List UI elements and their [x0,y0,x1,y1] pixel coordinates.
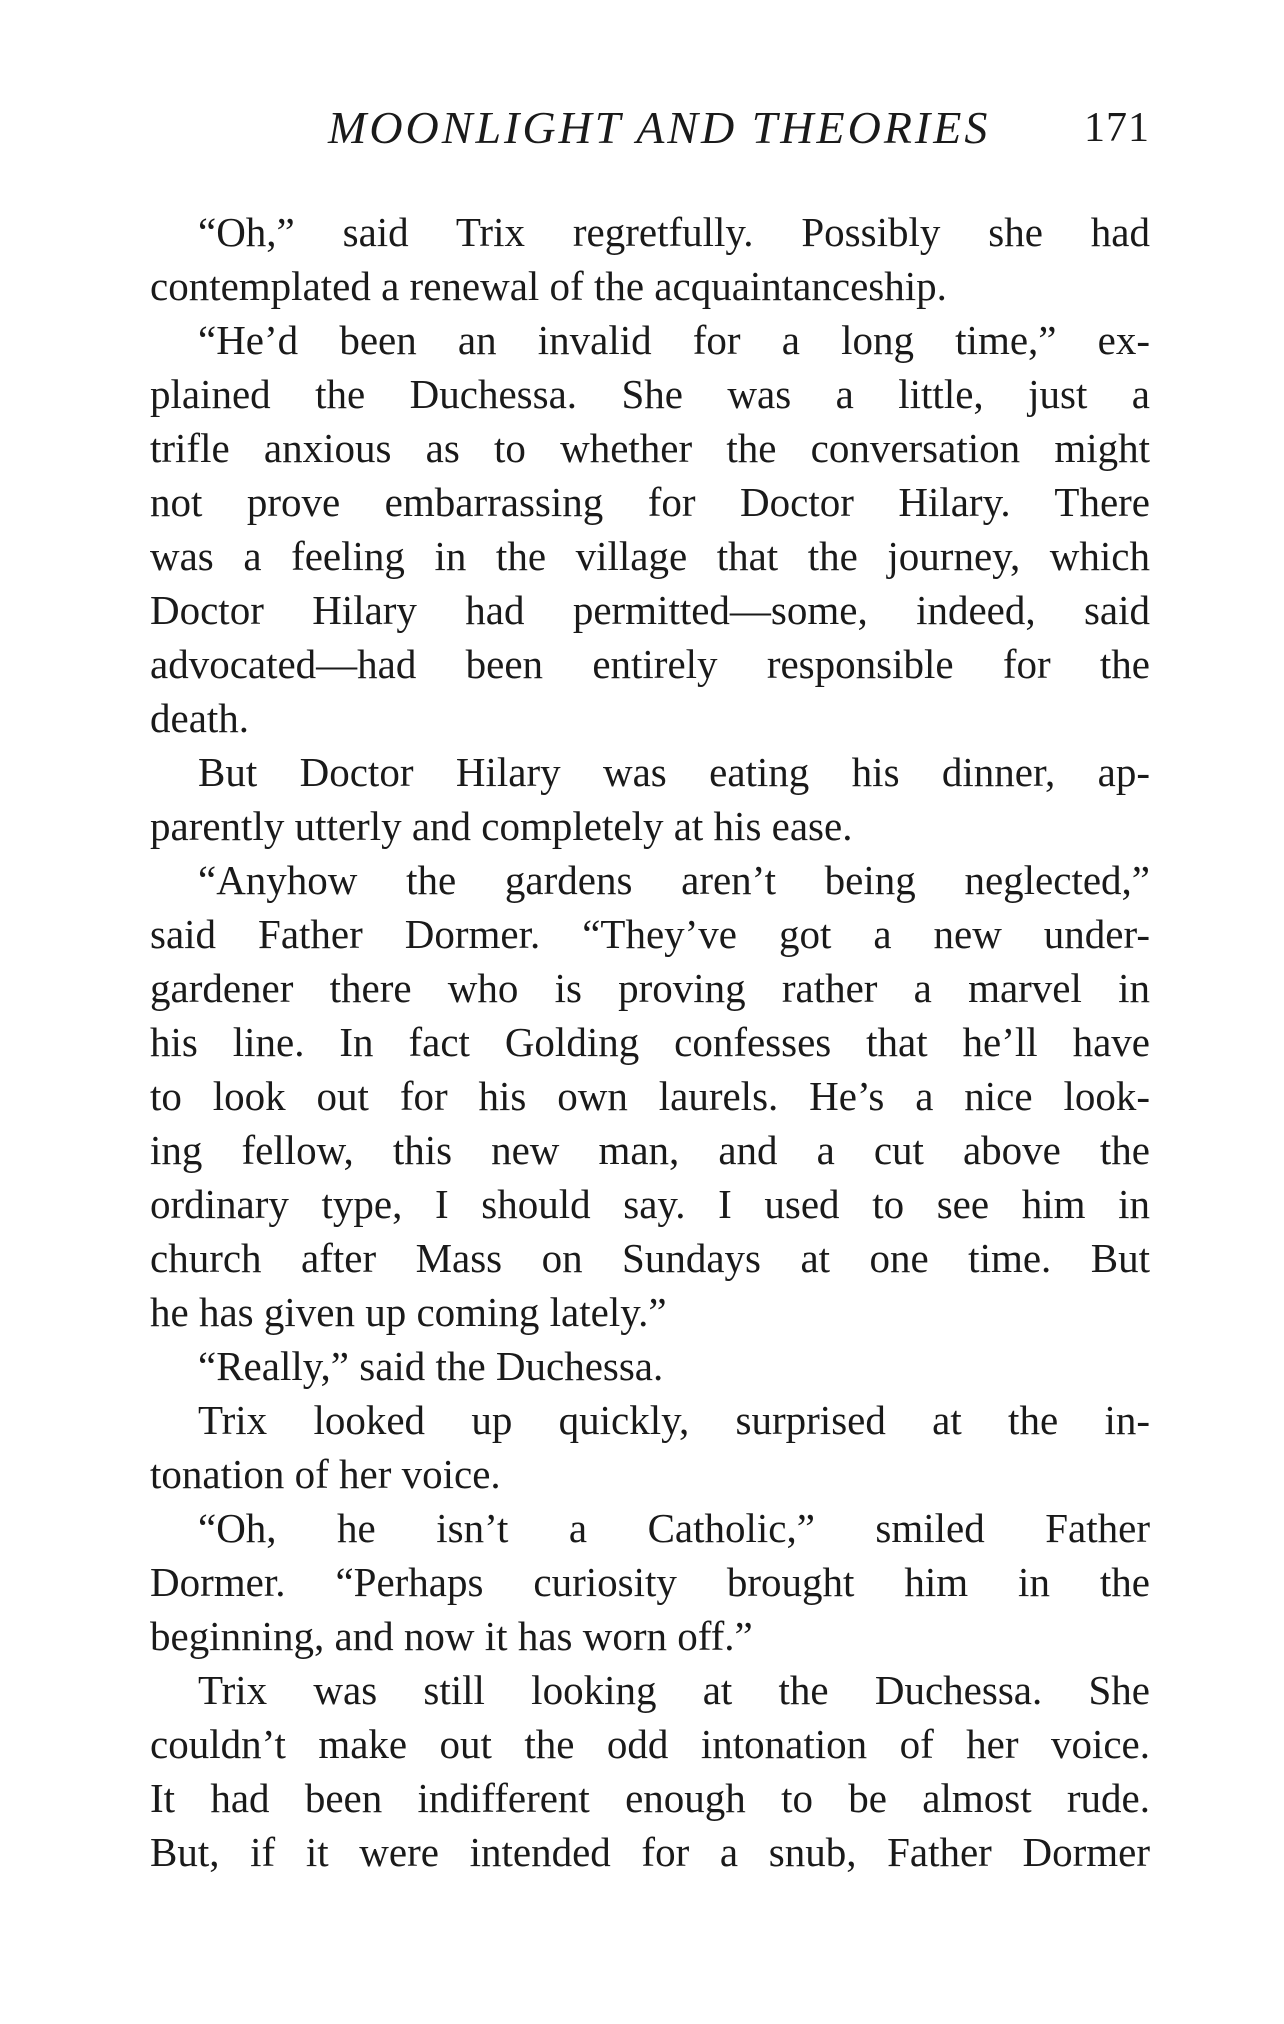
body-text [150,205,1150,1879]
text-line: Doctor Hilary had permitted—some, indeed, said [150,587,1150,633]
text-line: But, if it were intended for a snub, Father Dormer [150,1829,1150,1875]
text-line: ordinary type, I should say. I used to see him in [150,1181,1150,1227]
text-line: tonation of her voice. [150,1451,501,1497]
text-line: ing fellow, this new man, and a cut above the [150,1127,1150,1173]
text-line: not prove embarrassing for Doctor Hilary. There [150,479,1150,525]
text-line: gardener there who is proving rather a marvel in [150,965,1150,1011]
text-line: “Anyhow the gardens aren’t being neglected,” [198,857,1150,903]
text-line: Dormer. “Perhaps curiosity brought him in the [150,1559,1150,1605]
text-line: plained the Duchessa. She was a little, just a [150,371,1150,417]
text-line: was a feeling in the village that the journey, which [150,533,1150,579]
text-line: said Father Dormer. “They’ve got a new under- [150,911,1150,957]
text-line: church after Mass on Sundays at one time. But [150,1235,1150,1281]
text-line: Trix looked up quickly, surprised at the in- [198,1397,1150,1443]
running-head [150,98,1150,158]
text-line: parently utterly and completely at his ease. [150,803,853,849]
running-title: MOONLIGHT AND THEORIES [328,102,991,153]
page-number: 171 [1084,105,1150,151]
text-line: beginning, and now it has worn off.” [150,1613,753,1659]
text-line: It had been indifferent enough to be almost rude. [150,1775,1150,1821]
text-line: “Really,” said the Duchessa. [198,1343,664,1389]
text-line: death. [150,695,250,741]
text-line: to look out for his own laurels. He’s a nice look- [150,1073,1150,1119]
text-line: contemplated a renewal of the acquaintanceship. [150,263,947,309]
text-line: Trix was still looking at the Duchessa. She [198,1667,1150,1713]
text-line: “He’d been an invalid for a long time,” ex- [198,317,1150,363]
text-line: he has given up coming lately.” [150,1289,667,1335]
text-line: “Oh,” said Trix regretfully. Possibly she had [198,209,1150,255]
text-line: advocated—had been entirely responsible for the [150,641,1150,687]
text-line: But Doctor Hilary was eating his dinner, ap- [198,749,1150,795]
text-line: couldn’t make out the odd intonation of her voice. [150,1721,1150,1767]
text-line: his line. In fact Golding confesses that he’ll have [150,1019,1150,1065]
text-line: trifle anxious as to whether the conversation might [150,425,1150,471]
text-line: “Oh, he isn’t a Catholic,” smiled Father [198,1505,1150,1551]
